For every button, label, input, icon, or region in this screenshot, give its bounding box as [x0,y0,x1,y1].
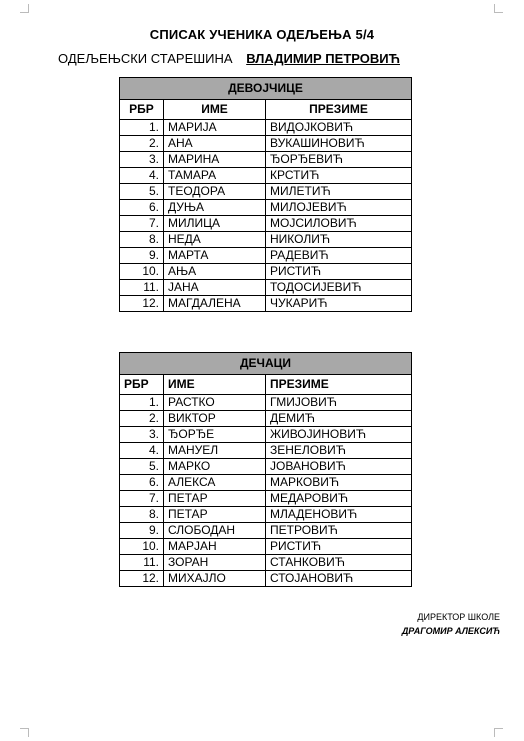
first-name-cell: АЊА [164,264,266,280]
first-name-cell: ДУЊА [164,200,266,216]
last-name-cell: ЧУКАРИЋ [266,296,412,312]
row-number-cell: 12. [120,571,164,587]
table-row [120,475,412,491]
table-row [120,184,412,200]
last-name-cell: КРСТИЋ [266,168,412,184]
table-row [120,280,412,296]
first-name-cell: ВИКТОР [164,411,266,427]
first-name-cell: МАРИНА [164,152,266,168]
last-name-cell: МИЛЕТИЋ [266,184,412,200]
last-name-cell: МЕДАРОВИЋ [266,491,412,507]
last-name-cell: ЗЕНЕЛОВИЋ [266,443,412,459]
first-name-cell: ТЕОДОРА [164,184,266,200]
last-name-cell: ЂОРЂЕВИЋ [266,152,412,168]
row-number-cell: 9. [120,248,164,264]
last-name-cell: НИКОЛИЋ [266,232,412,248]
page-corner-mark [20,4,29,13]
row-number-cell: 5. [120,184,164,200]
table-row [120,200,412,216]
last-name-cell: ВИДОЈКОВИЋ [266,120,412,136]
row-number-cell: 3. [120,152,164,168]
last-name-cell: ЖИВОЈИНОВИЋ [266,427,412,443]
last-name-cell: МАРКОВИЋ [266,475,412,491]
last-name-cell: МИЛОЈЕВИЋ [266,200,412,216]
boys-table-body [120,395,412,587]
first-name-cell: МАГДАЛЕНА [164,296,266,312]
first-name-cell: МАНУЕЛ [164,443,266,459]
row-number-cell: 2. [120,136,164,152]
page-corner-mark [494,4,503,13]
girls-table [119,77,412,312]
page-corner-mark [494,728,503,737]
director-role: ДИРЕКТОР ШКОЛЕ [417,612,500,622]
first-name-cell: РАСТКО [164,395,266,411]
row-number-cell: 6. [120,475,164,491]
row-number-cell: 4. [120,443,164,459]
last-name-cell: ЈОВАНОВИЋ [266,459,412,475]
first-name-cell: ПЕТАР [164,507,266,523]
table-row [120,264,412,280]
first-name-cell: МАРЈАН [164,539,266,555]
table-row [120,507,412,523]
director-name: ДРАГОМИР АЛЕКСИЋ [401,626,500,636]
last-name-cell: ВУКАШИНОВИЋ [266,136,412,152]
first-name-cell: ЈАНА [164,280,266,296]
table-row [120,427,412,443]
first-name-cell: МАРИЈА [164,120,266,136]
row-number-cell: 3. [120,427,164,443]
table-row [120,136,412,152]
table-row [120,443,412,459]
row-number-cell: 11. [120,280,164,296]
column-header-number: РБР [120,375,164,395]
row-number-cell: 4. [120,168,164,184]
first-name-cell: ЂОРЂЕ [164,427,266,443]
row-number-cell: 1. [120,120,164,136]
table-row [120,216,412,232]
director-signature-block [402,610,500,638]
table-row [120,152,412,168]
table-row [120,395,412,411]
first-name-cell: СЛОБОДАН [164,523,266,539]
table-row [120,491,412,507]
row-number-cell: 5. [120,459,164,475]
girls-group-header: ДЕВОЈЧИЦЕ [120,78,412,100]
table-row [120,555,412,571]
table-row [120,571,412,587]
table-row [120,120,412,136]
last-name-cell: СТАНКОВИЋ [266,555,412,571]
first-name-cell: МИХАЈЛО [164,571,266,587]
row-number-cell: 10. [120,264,164,280]
first-name-cell: ЗОРАН [164,555,266,571]
first-name-cell: МИЛИЦА [164,216,266,232]
column-header-number: РБР [120,100,164,120]
column-header-last-name: ПРЕЗИМЕ [266,100,412,120]
girls-table-body [120,120,412,312]
table-row [120,168,412,184]
first-name-cell: ТАМАРА [164,168,266,184]
row-number-cell: 7. [120,216,164,232]
row-number-cell: 12. [120,296,164,312]
row-number-cell: 8. [120,232,164,248]
row-number-cell: 7. [120,491,164,507]
row-number-cell: 2. [120,411,164,427]
first-name-cell: АНА [164,136,266,152]
row-number-cell: 11. [120,555,164,571]
last-name-cell: МОЈСИЛОВИЋ [266,216,412,232]
last-name-cell: РИСТИЋ [266,539,412,555]
column-header-first-name: ИМЕ [164,100,266,120]
row-number-cell: 10. [120,539,164,555]
table-row [120,411,412,427]
boys-table [119,352,412,587]
class-teacher-name: ВЛАДИМИР ПЕТРОВИЋ [246,51,400,66]
row-number-cell: 6. [120,200,164,216]
row-number-cell: 9. [120,523,164,539]
boys-group-header: ДЕЧАЦИ [120,353,412,375]
last-name-cell: ГМИЈОВИЋ [266,395,412,411]
last-name-cell: ПЕТРОВИЋ [266,523,412,539]
first-name-cell: НЕДА [164,232,266,248]
column-header-last-name: ПРЕЗИМЕ [266,375,412,395]
row-number-cell: 8. [120,507,164,523]
table-row [120,248,412,264]
table-row [120,296,412,312]
table-row [120,232,412,248]
class-teacher-label: ОДЕЉЕЊСКИ СТАРЕШИНА [58,51,233,66]
class-teacher-line [58,51,400,66]
last-name-cell: МЛАДЕНОВИЋ [266,507,412,523]
last-name-cell: СТОЈАНОВИЋ [266,571,412,587]
document-title: СПИСАК УЧЕНИКА ОДЕЉЕЊА 5/4 [149,27,375,42]
page-corner-mark [20,728,29,737]
table-row [120,459,412,475]
first-name-cell: МАРТА [164,248,266,264]
table-row [120,539,412,555]
first-name-cell: МАРКО [164,459,266,475]
last-name-cell: ДЕМИЋ [266,411,412,427]
last-name-cell: ТОДОСИЈЕВИЋ [266,280,412,296]
column-header-first-name: ИМЕ [164,375,266,395]
row-number-cell: 1. [120,395,164,411]
table-row [120,523,412,539]
first-name-cell: ПЕТАР [164,491,266,507]
first-name-cell: АЛЕКСА [164,475,266,491]
last-name-cell: РИСТИЋ [266,264,412,280]
last-name-cell: РАДЕВИЋ [266,248,412,264]
